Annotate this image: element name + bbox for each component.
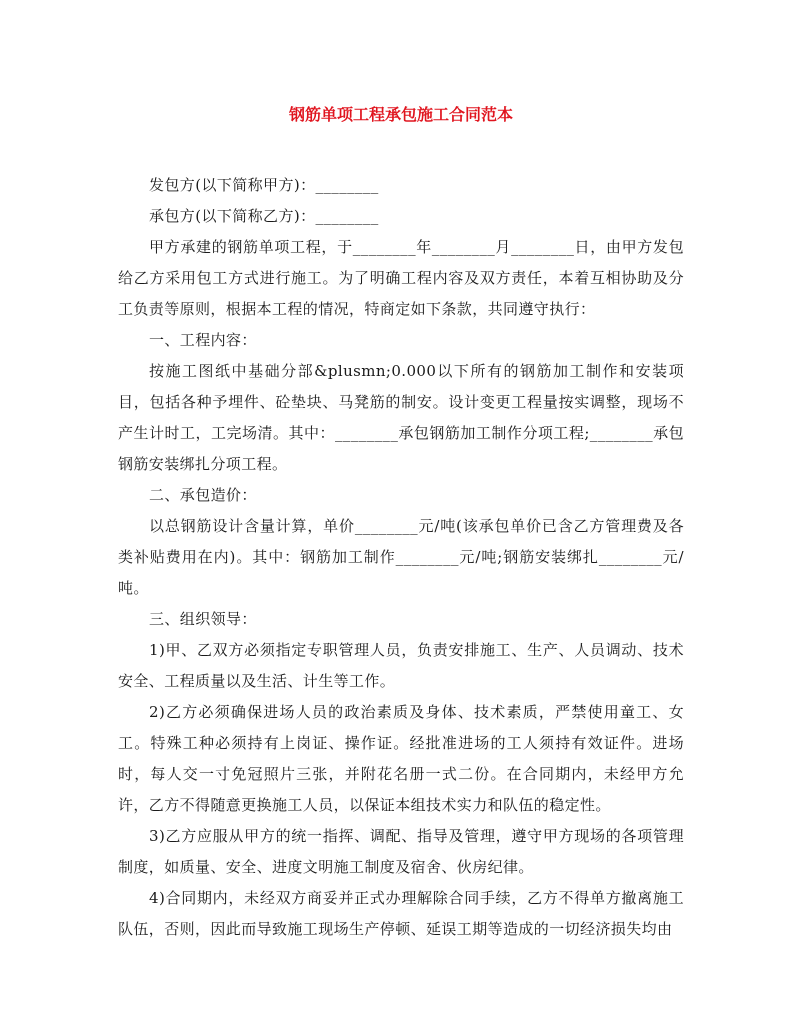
organization-clause-4: 4)合同期内，未经双方商妥并正式办理解除合同手续，乙方不得单方撤离施工队伍，否则，因此而导致施工现场生产停顿、延误工期等造成的一切经济损失均由 bbox=[118, 889, 684, 938]
party-a-line: 发包方(以下简称甲方)：________ bbox=[149, 176, 379, 194]
section-heading-scope: 一、工程内容： bbox=[149, 331, 257, 349]
organization-clause-3: 3)乙方应服从甲方的统一指挥、调配、指导及管理，遵守甲方现场的各项管理制度，如质量、安全、进度文明施工制度及宿舍、伙房纪律。 bbox=[118, 827, 684, 876]
section-heading-organization: 三、组织领导： bbox=[149, 610, 257, 628]
scope-paragraph: 按施工图纸中基础分部&plusmn;0.000以下所有的钢筋加工制作和安装项目，包括各种予埋件、砼垫块、马凳筋的制安。设计变更工程量按实调整，现场不产生计时工，工完场清。其中：________承包钢筋加工制作分项工程;________承包钢筋安装绑扎分项工程。 bbox=[118, 362, 684, 473]
price-paragraph: 以总钢筋设计含量计算，单价________元/吨(该承包单价已含乙方管理费及各类补贴费用在内)。其中：钢筋加工制作________元/吨;钢筋安装绑扎________元/吨。 bbox=[118, 517, 684, 597]
document-title: 钢筋单项工程承包施工合同范本 bbox=[288, 105, 513, 124]
section-heading-price: 二、承包造价： bbox=[149, 486, 257, 504]
preamble-paragraph: 甲方承建的钢筋单项工程，于________年________月________日，由甲方发包给乙方采用包工方式进行施工。为了明确工程内容及双方责任，本着互相协助及分工负责等原则，根据本工程的情况，特商定如下条款，共同遵守执行： bbox=[118, 238, 684, 318]
organization-clause-1: 1)甲、乙双方必须指定专职管理人员，负责安排施工、生产、人员调动、技术安全、工程质量以及生活、计生等工作。 bbox=[118, 641, 684, 690]
document-body bbox=[118, 170, 684, 945]
organization-clause-2: 2)乙方必须确保进场人员的政治素质及身体、技术素质，严禁使用童工、女工。特殊工种必须持有上岗证、操作证。经批准进场的工人须持有效证件。进场时，每人交一寸免冠照片三张，并附花名册一式二份。在合同期内，未经甲方允许，乙方不得随意更换施工人员，以保证本组技术实力和队伍的稳定性。 bbox=[118, 703, 684, 814]
party-b-line: 承包方(以下简称乙方)：________ bbox=[149, 207, 379, 225]
